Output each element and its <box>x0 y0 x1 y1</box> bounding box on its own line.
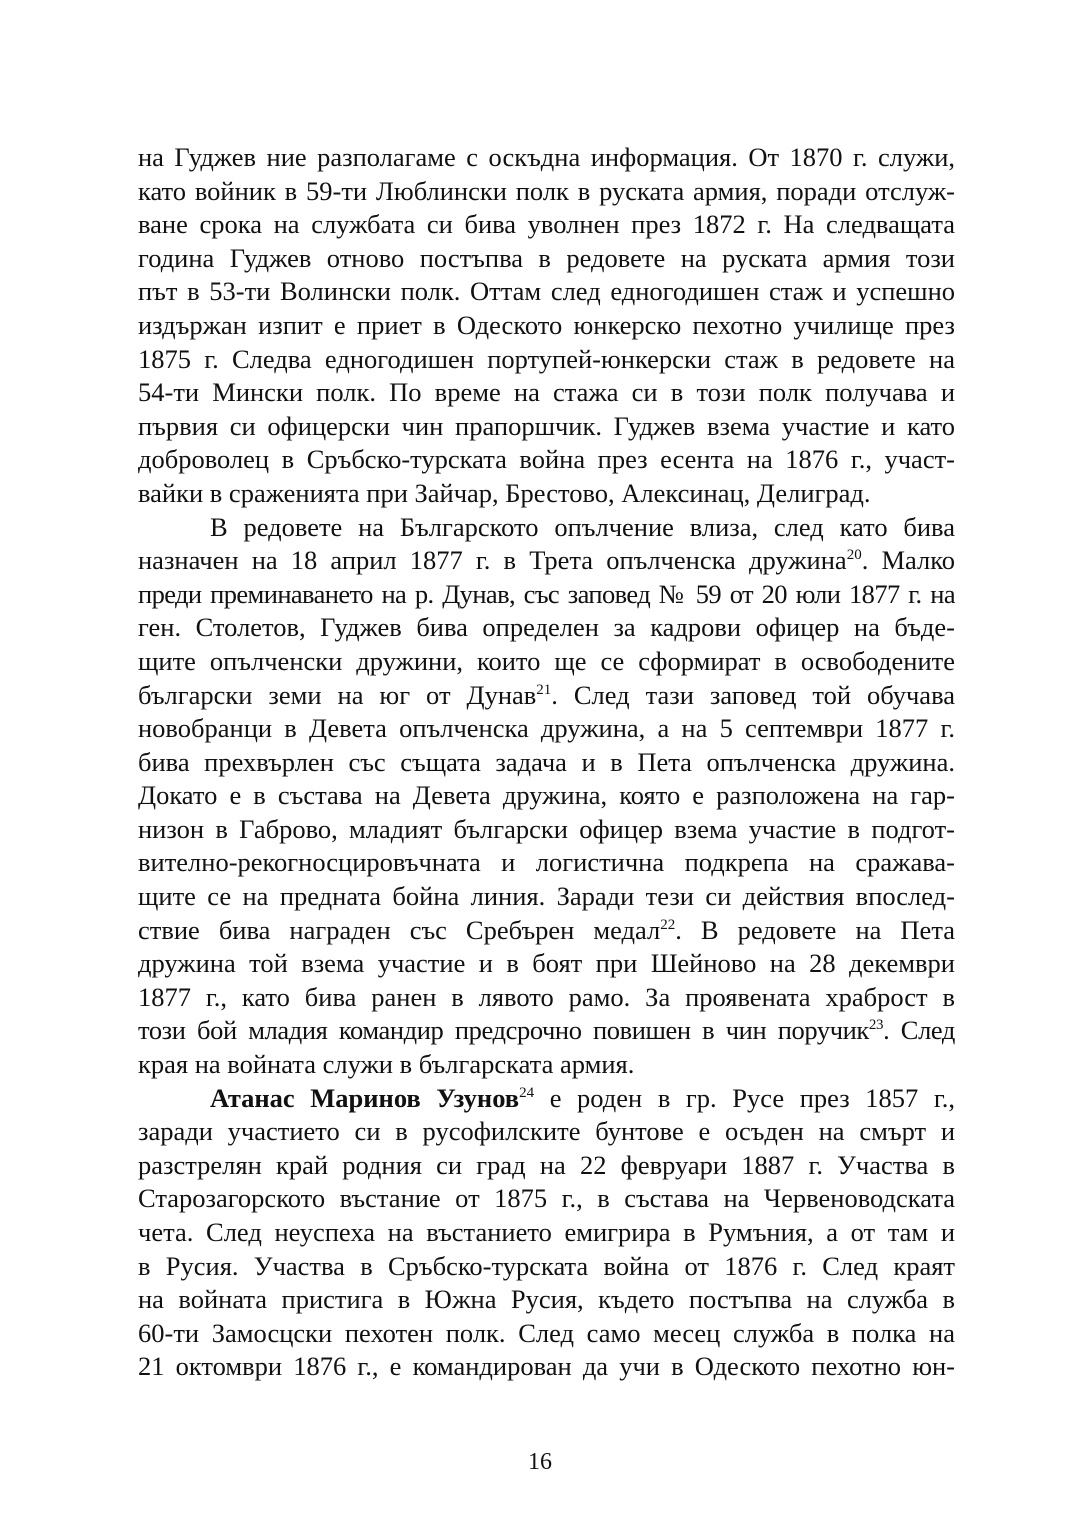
text-line: преди преминаването на р. Дунав, със заповед № 59 от 20 юли 1877 г. на <box>138 578 955 609</box>
footnote-ref: 21 <box>536 681 552 698</box>
text-line: на Гуджев ние разполагаме с оскъдна информация. От 1870 г. служи, <box>138 142 955 172</box>
text-line <box>138 544 955 578</box>
text-line <box>138 914 955 948</box>
text-line: Старозагорското въстание от 1875 г., в състава на Червеноводската <box>138 1183 955 1214</box>
text-line: ген. Столетов, Гуджев бива определен за кадрови офицер на бъде- <box>138 612 955 643</box>
footnote-ref: 24 <box>519 1084 535 1101</box>
text-line: път в 53-ти Волински полк. Оттам след едногодишен стаж и успешно <box>138 276 955 307</box>
text-line: вително-рекогносцировъчната и логистична подкрепа на сражава- <box>138 847 955 878</box>
text-line: първия си офицерски чин прапоршчик. Гуджев взема участие и като <box>138 410 955 441</box>
text-line: доброволец в Сръбско-турската война през есента на 1876 г., участ- <box>138 444 955 475</box>
paragraph-2 <box>138 511 955 1082</box>
text-line <box>138 679 955 713</box>
text-line: бива прехвърлен със същата задача и в Пета опълченска дружина. <box>138 746 955 777</box>
text-line: разстрелян край родния си град на 22 февруари 1887 г. Участва в <box>138 1149 955 1180</box>
line-text: . След тази заповед той обучава <box>551 679 955 710</box>
text-line <box>138 1082 955 1116</box>
text-line: края на войната служи в българската армия. <box>138 1049 635 1080</box>
text-line: година Гуджев отново постъпва в редовете на руската армия този <box>138 242 955 273</box>
footnote-ref: 22 <box>660 916 676 933</box>
paragraph-3 <box>138 1082 955 1384</box>
text-line: низон в Габрово, младият български офицер взема участие в подгот- <box>138 813 955 844</box>
line-text: . След <box>883 1015 955 1046</box>
text-line: новобранци в Девета опълченска дружина, а на 5 септември 1877 г. <box>138 713 955 744</box>
line-text: е роден в гр. Русе през 1857 г., <box>534 1082 955 1113</box>
text-line: дружина той взема участие и в боят при Шейново на 28 декември <box>138 948 955 979</box>
text-line: ване срока на службата си бива уволнен през 1872 г. На следващата <box>138 209 955 240</box>
paragraph-1 <box>138 141 955 511</box>
text-line: чета. След неуспеха на въстанието емигрира в Румъния, а от там и <box>138 1217 955 1247</box>
text-line: Докато е в състава на Девета дружина, която е разположена на гар- <box>138 780 955 811</box>
text-line: като войник в 59-ти Люблински полк в руската армия, поради отслуж- <box>138 175 955 206</box>
text-line: 21 октомври 1876 г., е командирован да учи в Одеското пехотно юн- <box>138 1351 955 1382</box>
text-line: на войната пристига в Южна Русия, където постъпва на служба в <box>138 1284 955 1315</box>
text-line <box>138 1014 955 1048</box>
text-line: В редовете на Българското опълчение влиза, след като бива <box>210 511 955 542</box>
text-line: 54-ти Мински полк. По време на стажа си в този полк получава и <box>138 377 955 408</box>
text-line: заради участието си в русофилските бунтове е осъден на смърт и <box>138 1116 955 1147</box>
line-text: . В редовете на Пета <box>675 914 955 945</box>
text-line: в Русия. Участва в Сръбско-турската война от 1876 г. След краят <box>138 1250 955 1281</box>
line-text: български земи на юг от Дунав <box>138 679 537 710</box>
text-line: щите се на предната бойна линия. Заради тези си действия впослед- <box>138 881 955 912</box>
line-text: назначен на 18 април 1877 г. в Трета опълченска дружина <box>138 545 847 576</box>
line-text: този бой младия командир предсрочно повишен в чин поручик <box>138 1015 869 1046</box>
text-line: щите опълченски дружини, които ще се сформират в освободените <box>138 645 955 676</box>
text-line: 1877 г., като бива ранен в лявото рамо. За проявената храброст в <box>138 981 955 1012</box>
page-body <box>138 141 955 1384</box>
text-line: вайки в сраженията при Зайчар, Брестово, Алексинац, Делиград. <box>138 477 871 508</box>
line-text: ствие бива награден със Сребърен медал <box>138 914 661 945</box>
page-number: 16 <box>528 1449 552 1475</box>
text-line: 60-ти Замосцски пехотен полк. След само месец служба в полка на <box>138 1317 955 1348</box>
line-text: . Малко <box>861 545 955 576</box>
footnote-ref: 20 <box>846 547 862 564</box>
text-line: издържан изпит е приет в Одеското юнкерско пехотно училище през <box>138 309 955 340</box>
text-line: 1875 г. Следва едногодишен портупей-юнкерски стаж в редовете на <box>138 343 955 374</box>
footnote-ref: 23 <box>868 1017 884 1034</box>
person-name: Атанас Маринов Узунов <box>210 1082 520 1113</box>
